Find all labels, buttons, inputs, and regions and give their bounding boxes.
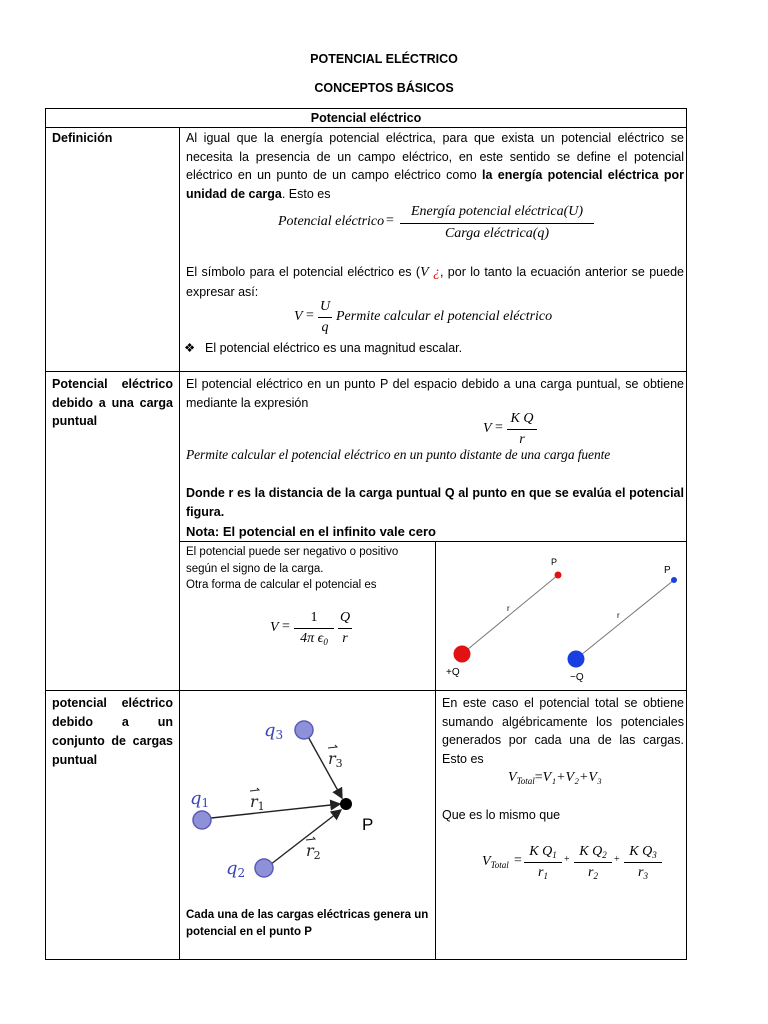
distance-paragraph: Donde r es la distancia de la carga puntual Q al punto en que se evalúa el potencial figura. xyxy=(186,486,684,519)
point-p-icon xyxy=(340,798,352,810)
row-label-definicion: Definición xyxy=(52,131,113,145)
vector-r2 xyxy=(266,810,341,868)
distance-line-negative xyxy=(576,580,674,659)
equation-v-u-q: V = U q Permite calcular el potencial eléctrico xyxy=(294,299,553,335)
svg-text:q3: q3 xyxy=(264,720,284,742)
charges-set-figure xyxy=(180,692,435,892)
row-label-conjunto-text: potencial eléctrico debido a un conjunto de cargas puntual xyxy=(52,696,173,767)
equation-definition: Potencial eléctrico = Energía potencial eléctrica(U) Carga eléctrica(q) xyxy=(278,202,608,246)
point-p-blue xyxy=(671,577,677,583)
positive-charge-icon xyxy=(454,646,471,663)
label-p2: P xyxy=(664,565,671,576)
svg-text:q1: q1 xyxy=(190,788,210,810)
bullet-icon: ❖ xyxy=(184,341,196,355)
equation-description: Permite calcular el potencial eléctrico en un punto distante de una carga fuente xyxy=(186,447,611,462)
equation-v-kq-r: V = K Q r xyxy=(483,411,543,451)
row-label-conjunto xyxy=(52,694,173,770)
distance-line-positive xyxy=(462,575,558,654)
charge-q1-icon xyxy=(193,811,211,829)
label-negative-charge: −Q xyxy=(570,672,584,683)
same-as-text: Que es lo mismo que xyxy=(442,808,561,822)
document-subtitle: CONCEPTOS BÁSICOS xyxy=(314,81,454,95)
label-r1: r xyxy=(507,604,510,613)
point-p-red xyxy=(555,572,562,579)
negative-charge-icon xyxy=(568,651,585,668)
row-label-carga-puntual: Potencial eléctrico debido a una carga puntual xyxy=(52,377,173,429)
charge-q2-icon xyxy=(255,859,273,877)
definition-paragraph: Al igual que la energía potencial eléctrica, para que exista un potencial eléctrico se necesita la presencia de un campo eléctrico, en este sentido se define el potencial eléctrico en un punto de un campo eléctrico como la energía potencial eléctrica por unidad de carga. Esto es xyxy=(186,131,684,201)
set-caption: Cada una de las cargas eléctricas genera un potencial en el punto P xyxy=(186,909,429,938)
label-r2: r xyxy=(617,611,620,620)
svg-text:r2: r2 xyxy=(306,841,321,862)
document-title: POTENCIAL ELÉCTRICO xyxy=(310,52,458,66)
note-infinity: Nota: El potencial en el infinito vale cero xyxy=(186,524,436,539)
charge-q3-icon xyxy=(295,721,313,739)
equation-v-total-kq: $V_{Total}$ = K $Q_1$ $r_1$ + K $Q_2$ $r_2$ + K $Q_3$ $r_3$ xyxy=(482,842,672,886)
label-p1: P xyxy=(551,557,558,567)
symbol-paragraph: El símbolo para el potencial eléctrico es (V ¿, por lo tanto la ecuación anterior se puede expresar así: xyxy=(186,265,684,299)
svg-text:r3: r3 xyxy=(328,749,343,770)
svg-text:q2: q2 xyxy=(226,858,246,880)
bullet-text: El potencial eléctrico es una magnitud escalar. xyxy=(205,341,463,355)
point-charges-figure xyxy=(436,542,686,690)
vector-r1 xyxy=(202,804,340,819)
svg-text:r1: r1 xyxy=(250,792,265,813)
table-caption: Potencial eléctrico xyxy=(310,111,422,125)
sign-paragraph: El potencial puede ser negativo o positivo según el signo de la carga. Otra forma de calcular el potencial es xyxy=(186,546,399,591)
label-positive-charge: +Q xyxy=(446,667,460,678)
point-charge-paragraph: El potencial eléctrico en un punto P del espacio debido a una carga puntual, se obtiene mediante la expresión xyxy=(186,377,684,410)
equation-v-total-sum: $V_{Total}=V_1+V_2+V_3$ xyxy=(508,770,602,786)
label-point-p: P xyxy=(362,815,374,834)
equation-coulomb: V = 1 4π $\epsilon_0$ Q r xyxy=(270,610,351,647)
total-potential-paragraph: En este caso el potencial total se obtiene sumando algébricamente los potenciales generados por cada una de las cargas. Esto es xyxy=(442,696,684,766)
